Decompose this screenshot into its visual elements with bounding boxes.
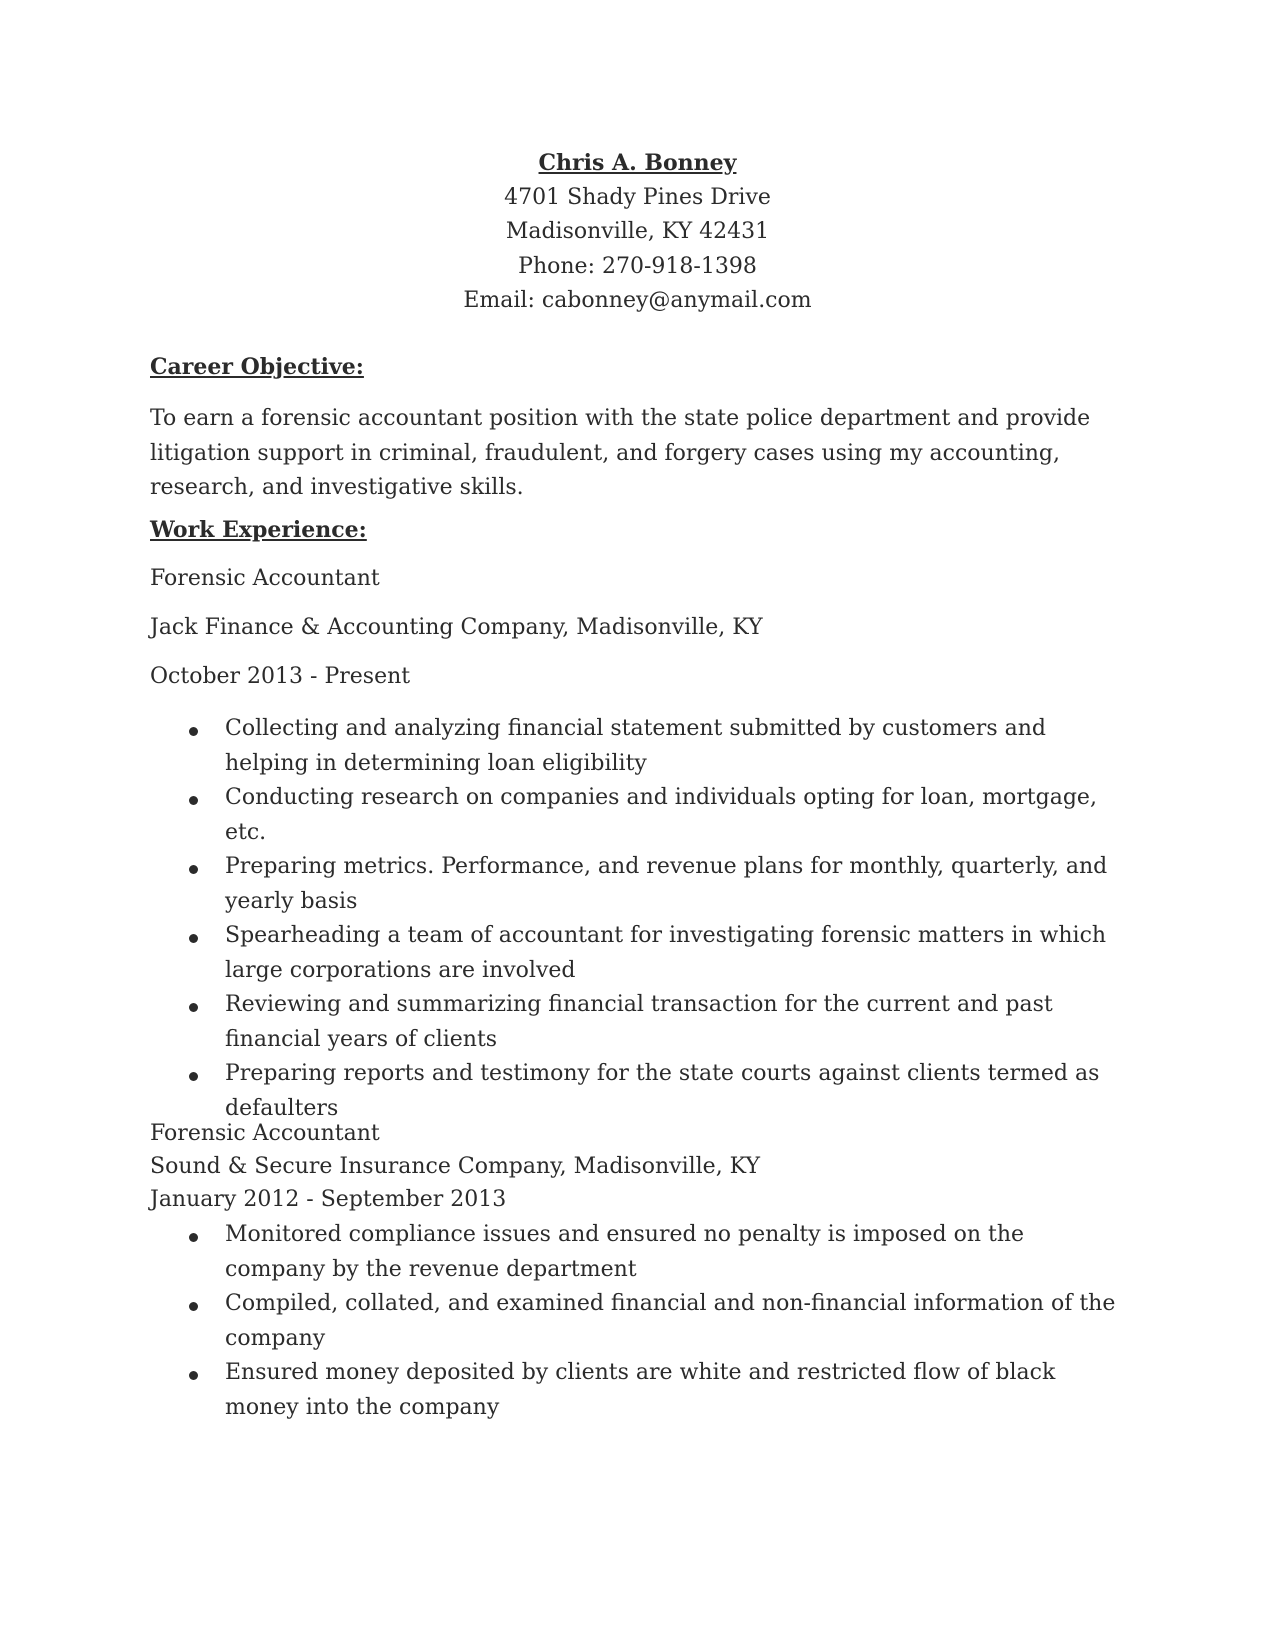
list-item — [150, 850, 1125, 919]
list-item — [150, 1218, 1125, 1287]
career-objective-heading: Career Objective: — [150, 354, 364, 380]
duty-text: Spearheading a team of accountant for investigating forensic matters in which large corporations are involved — [225, 923, 1107, 983]
bullet-icon — [189, 1233, 198, 1242]
job-2-role: Forensic Accountant — [150, 1121, 380, 1146]
list-item — [150, 1287, 1125, 1356]
work-experience-heading: Work Experience: — [150, 517, 367, 543]
phone-number: Phone: 270-918-1398 — [518, 253, 757, 279]
bullet-icon — [189, 727, 198, 736]
bullet-icon — [189, 1371, 198, 1380]
duty-text: Ensured money deposited by clients are white and restricted flow of black money into the company — [225, 1360, 1056, 1420]
duty-text: Monitored compliance issues and ensured no penalty is imposed on the company by the revenue department — [225, 1222, 1025, 1282]
job-2-dates: January 2012 - September 2013 — [150, 1187, 507, 1212]
bullet-icon — [189, 934, 198, 943]
career-objective-text: To earn a forensic accountant position with the state police department and provide litigation support in criminal, fraudulent, and forgery cases using my accounting, research, and investigative skills. — [150, 406, 1091, 500]
duty-text: Compiled, collated, and examined financial and non-financial information of the company — [225, 1291, 1116, 1351]
list-item — [150, 1057, 1125, 1126]
contact-header — [0, 146, 1275, 319]
list-item — [150, 1356, 1125, 1425]
job-1-duties — [150, 712, 1130, 1126]
job-1-dates: October 2013 - Present — [150, 664, 411, 689]
job-2-duties — [150, 1218, 1130, 1425]
list-item — [150, 712, 1125, 781]
applicant-name: Chris A. Bonney — [538, 150, 737, 176]
bullet-icon — [189, 1072, 198, 1081]
bullet-icon — [189, 796, 198, 805]
address-line-1: 4701 Shady Pines Drive — [504, 184, 771, 210]
email-address: Email: cabonney@anymail.com — [463, 288, 812, 313]
duty-text: Collecting and analyzing financial statement submitted by customers and helping in determining loan eligibility — [225, 716, 1046, 776]
bullet-icon — [189, 865, 198, 874]
duty-text: Reviewing and summarizing financial transaction for the current and past financial years of clients — [225, 992, 1053, 1052]
list-item — [150, 988, 1125, 1057]
duty-text: Preparing reports and testimony for the state courts against clients termed as defaulters — [225, 1061, 1100, 1121]
list-item — [150, 919, 1125, 988]
job-1-company: Jack Finance & Accounting Company, Madisonville, KY — [150, 615, 763, 640]
bullet-icon — [189, 1003, 198, 1012]
address-line-2: Madisonville, KY 42431 — [505, 219, 770, 244]
job-1-role: Forensic Accountant — [150, 566, 380, 591]
duty-text: Preparing metrics. Performance, and revenue plans for monthly, quarterly, and yearly basis — [225, 854, 1108, 914]
list-item — [150, 781, 1125, 850]
job-2-company: Sound & Secure Insurance Company, Madisonville, KY — [150, 1154, 761, 1179]
duty-text: Conducting research on companies and individuals opting for loan, mortgage, etc. — [225, 785, 1097, 845]
bullet-icon — [189, 1302, 198, 1311]
